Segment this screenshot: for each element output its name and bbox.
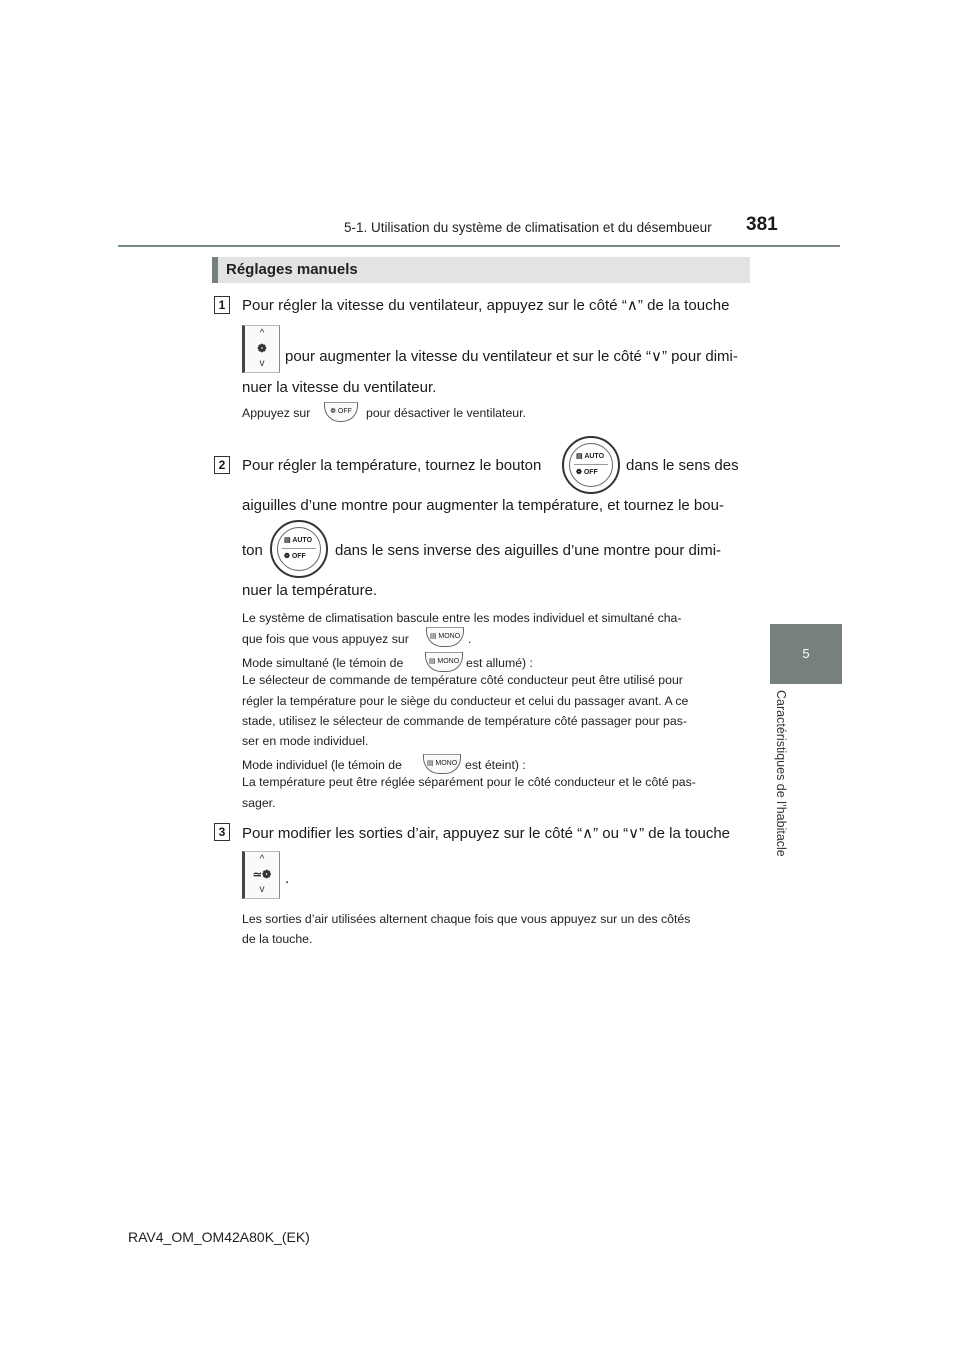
step2-note3-line1-before: Mode individuel (le témoin de <box>242 758 402 772</box>
section-heading-title: Réglages manuels <box>226 261 358 278</box>
step3-line1: Pour modifier les sorties d’air, appuyez sur le côté “∧” ou “∨” de la touche <box>242 825 731 842</box>
step-number-2: 2 <box>214 456 230 474</box>
step3-line2-after: . <box>285 870 290 887</box>
step2-note2-body-line: ser en mode individuel. <box>242 734 369 748</box>
document-code: RAV4_OM_OM42A80K_(EK) <box>128 1229 310 1245</box>
air-outlet-button-icon: ^ ≃❁ v <box>242 851 280 899</box>
step2-line2: aiguilles d’une montre pour augmenter la température, et tournez le bou- <box>242 497 724 514</box>
mono-button-icon: ▤ MONO <box>425 652 463 672</box>
step2-note2-body-line: Le sélecteur de commande de température côté conducteur peut être utilisé pour <box>242 673 683 687</box>
step2-note3-body-line: sager. <box>242 796 276 810</box>
air-outlet-icon: ≃❁ <box>252 869 272 881</box>
step-number-3: 3 <box>214 823 230 841</box>
step2-line3-after: dans le sens inverse des aiguilles d’une montre pour dimi- <box>335 542 722 559</box>
step2-note2-line1-before: Mode simultané (le témoin de <box>242 656 404 670</box>
step2-note2-line1-after: est allumé) : <box>466 656 533 670</box>
step1-line1: Pour régler la vitesse du ventilateur, appuyez sur le côté “∧” de la touche <box>242 297 730 314</box>
step2-line3-before: ton <box>242 542 263 559</box>
fan-icon: ❁ <box>257 343 267 355</box>
step2-note3-line1-after: est éteint) : <box>465 758 526 772</box>
mono-button-icon: ▤ MONO <box>423 754 461 774</box>
chapter-tab[interactable]: 5 <box>770 624 842 684</box>
temperature-knob-icon: ▤ AUTO ❁ OFF <box>562 436 620 494</box>
step2-note3-body-line: La température peut être réglée séparément pour le côté conducteur et le côté pas- <box>242 775 696 789</box>
step1-note-before: Appuyez sur <box>242 406 311 420</box>
step2-note1-line2-before: que fois que vous appuyez sur <box>242 632 409 646</box>
fan-icon: ❁ <box>330 408 336 415</box>
mono-button-icon: ▤ MONO <box>426 627 464 647</box>
step2-note1-line2-after: . <box>468 632 472 646</box>
fan-off-button-icon: ❁ OFF <box>324 402 358 422</box>
section-heading <box>212 257 750 283</box>
page-number: 381 <box>746 214 778 235</box>
step2-line1-before: Pour régler la température, tournez le bouton <box>242 457 542 474</box>
step2-note2-body-line: régler la température pour le siège du conducteur et celui du passager avant. A ce <box>242 694 689 708</box>
step2-line1-after: dans le sens des <box>626 457 739 474</box>
step1-note-after: pour désactiver le ventilateur. <box>366 406 526 420</box>
step3-note-line: de la touche. <box>242 932 313 946</box>
section-heading-bar <box>212 257 218 283</box>
step1-line3: nuer la vitesse du ventilateur. <box>242 379 437 396</box>
chapter-title-vertical: Caractéristiques de l’habitacle <box>774 690 788 857</box>
fan-speed-button-icon: ^ ❁ v <box>242 325 280 373</box>
step-number-1: 1 <box>214 296 230 314</box>
step2-line4: nuer la température. <box>242 582 378 599</box>
step2-note1-line1: Le système de climatisation bascule entre les modes individuel et simultané cha- <box>242 611 682 625</box>
step2-note2-body-line: stade, utilisez le sélecteur de commande de température côté passager pour pas- <box>242 714 687 728</box>
header-section-title: 5-1. Utilisation du système de climatisation et du désembueur <box>344 220 712 235</box>
header-divider <box>118 245 840 247</box>
temperature-knob-icon: ▤ AUTO ❁ OFF <box>270 520 328 578</box>
step3-note-line: Les sorties d’air utilisées alternent chaque fois que vous appuyez sur un des côtés <box>242 912 691 926</box>
step1-line2: pour augmenter la vitesse du ventilateur et sur le côté “∨” pour dimi- <box>285 348 738 365</box>
